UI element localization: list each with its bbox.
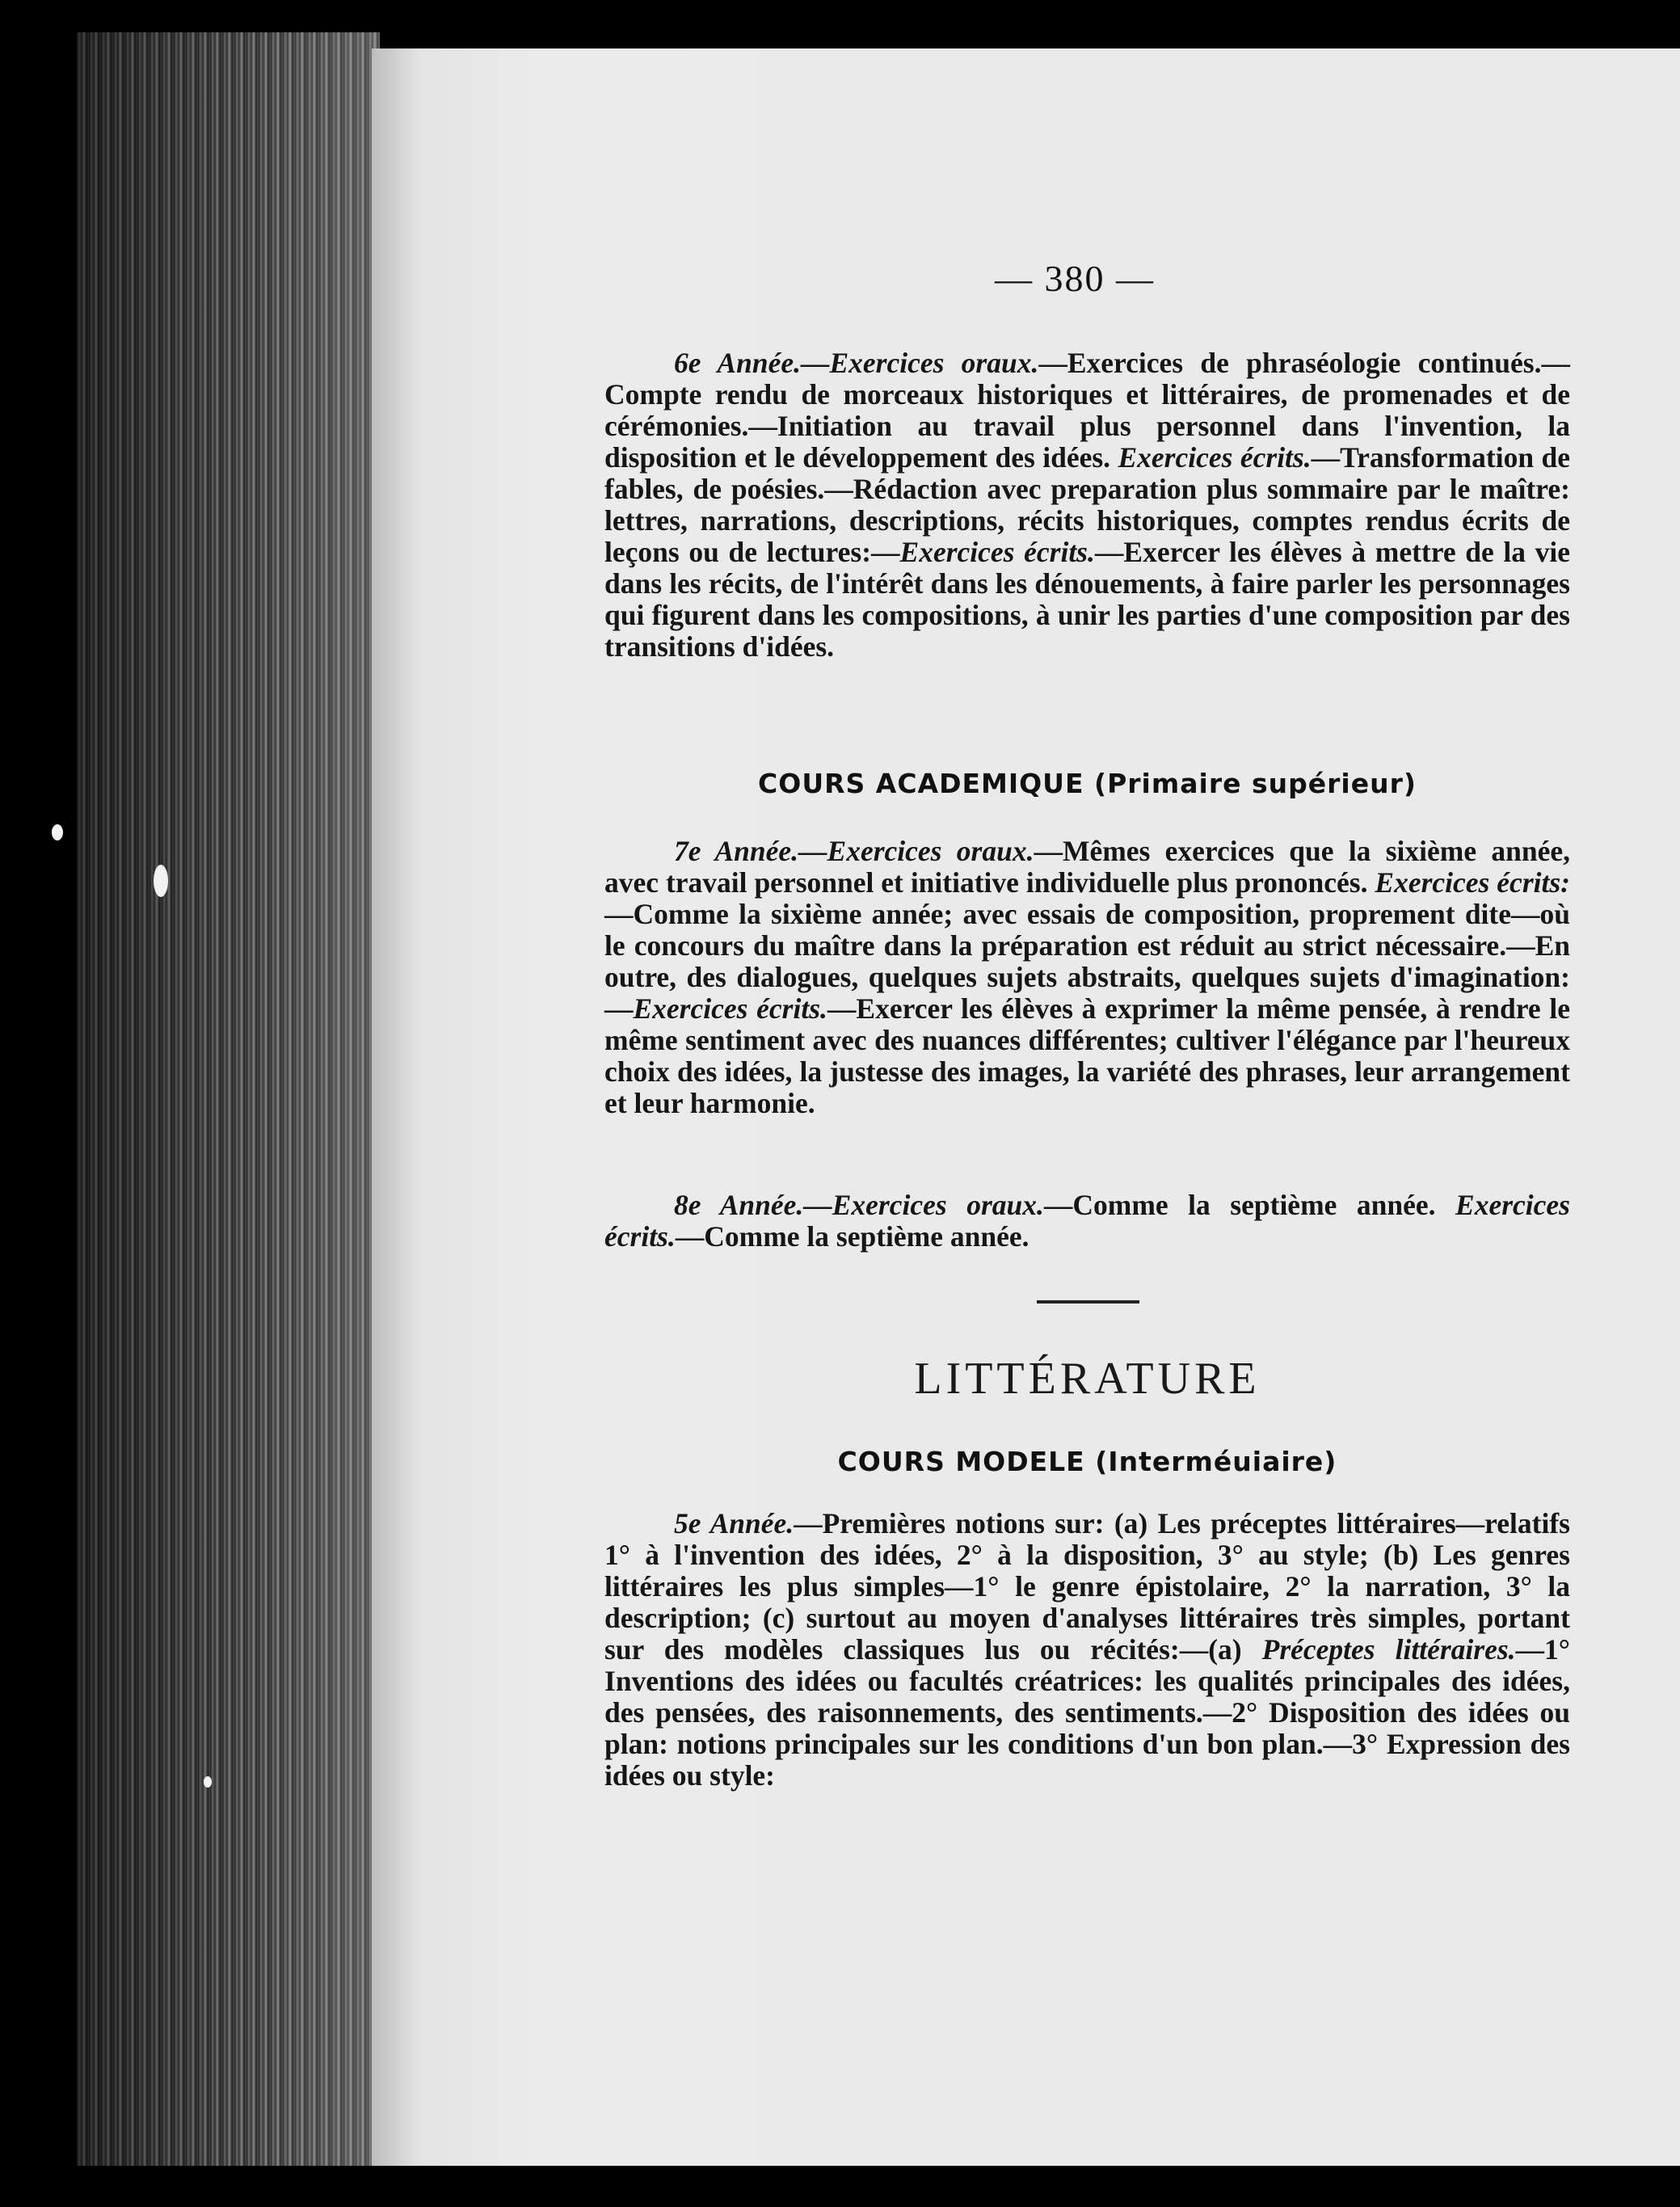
paragraph-text: —Exercices de phraséologie continués.—Compte rendu de morceaux historiques et littéraires, de promenades et de cérémonies.—Initiation au travail plus personnel dans l'invention, la disposition et le développement des idées.: [604, 347, 1570, 474]
paragraph-italic: Exercices écrits.: [899, 536, 1095, 568]
paragraph-6e-annee: [604, 347, 1570, 663]
paragraph-text: —Comme la septième année.: [1043, 1189, 1456, 1221]
paragraph-text: —Comme la sixième année; avec essais de composition, proprement dite—où le concours du maître dans la préparation est réduit au strict nécessaire.—En outre, des dialogues, quelques sujets abstraits, quelques sujets d'imagination:—: [604, 898, 1570, 1025]
section-heading-cours-academique: COURS ACADEMIQUE (Primaire supérieur): [758, 768, 1417, 799]
paragraph-text: —Mêmes exercices que la sixième année, avec travail personnel et initiative individuelle plus prononcés.: [604, 835, 1571, 899]
paragraph-text: —Exercer les élèves à mettre de la vie dans les récits, de l'intérêt dans les dénouements, à faire parler les personnages qui figurent dans les compositions, à unir les parties d'une composition par des transitions d'idées.: [604, 536, 1570, 663]
paragraph-text: —1° Inventions des idées ou facultés créatrices: les qualités principales des idées, des pensées, des raisonnements, des sentiments.—2° Disposition des idées ou plan: notions principales sur les conditions d'un bon plan.—3° Expression des idées ou style:: [604, 1633, 1570, 1792]
paragraph-italic: Exercices écrits.: [1118, 441, 1312, 474]
paragraph-lead: 8e Année.—Exercices oraux.: [674, 1189, 1044, 1221]
scan-speck: [154, 865, 168, 897]
section-heading-cours-modele: COURS MODELE (Interméuiaire): [837, 1446, 1337, 1477]
paragraph-text: —Transformation de fables, de poésies.—Rédaction avec preparation plus sommaire par le maître: lettres, narrations, descriptions, récits historiques, comptes rendus écrits de leçons ou de lectures:—: [604, 441, 1570, 568]
paragraph-8e-annee: [604, 1190, 1570, 1253]
paragraph-text: —Comme la septième année.: [675, 1220, 1029, 1253]
paragraph-italic: Exercices écrits:: [1375, 866, 1570, 899]
paragraph-italic: Exercices écrits.: [633, 992, 827, 1025]
paragraph-text: —Premières notions sur: (a) Les préceptes littéraires—relatifs 1° à l'invention des idées, 2° à la disposition, 3° au style; (b) Les genres littéraires les plus simples—1° le genre épistolaire, 2° la narration, 3° la description; (c) surtout au moyen d'analyses littéraires très simples, portant sur des modèles classiques lus ou récités:—(a): [604, 1507, 1570, 1666]
paragraph-italic: Préceptes littéraires.: [1261, 1633, 1516, 1666]
paragraph-lead: 7e Année.—Exercices oraux.: [674, 835, 1034, 867]
scan-speck: [52, 824, 63, 840]
paragraph-lead: 5e Année.: [674, 1507, 794, 1539]
paragraph-text: —Exercer les élèves à exprimer la même pensée, à rendre le même sentiment avec des nuances différentes; cultiver l'élégance par l'heureux choix des idées, la justesse des images, la variété des phrases, leur arrangement et leur harmonie.: [604, 992, 1570, 1119]
scan-speck: [204, 1776, 212, 1788]
book-page-edges: [77, 32, 380, 2166]
section-divider: [1037, 1300, 1139, 1304]
paragraph-italic: Exercices écrits.: [604, 1189, 1570, 1253]
page-number: — 380 —: [995, 258, 1155, 299]
paragraph-5e-annee: [604, 1508, 1570, 1792]
paragraph-lead: 6e Année.—Exercices oraux.: [674, 347, 1039, 379]
section-title-litterature: LITTÉRATURE: [914, 1354, 1261, 1404]
paragraph-7e-annee: [604, 836, 1570, 1119]
